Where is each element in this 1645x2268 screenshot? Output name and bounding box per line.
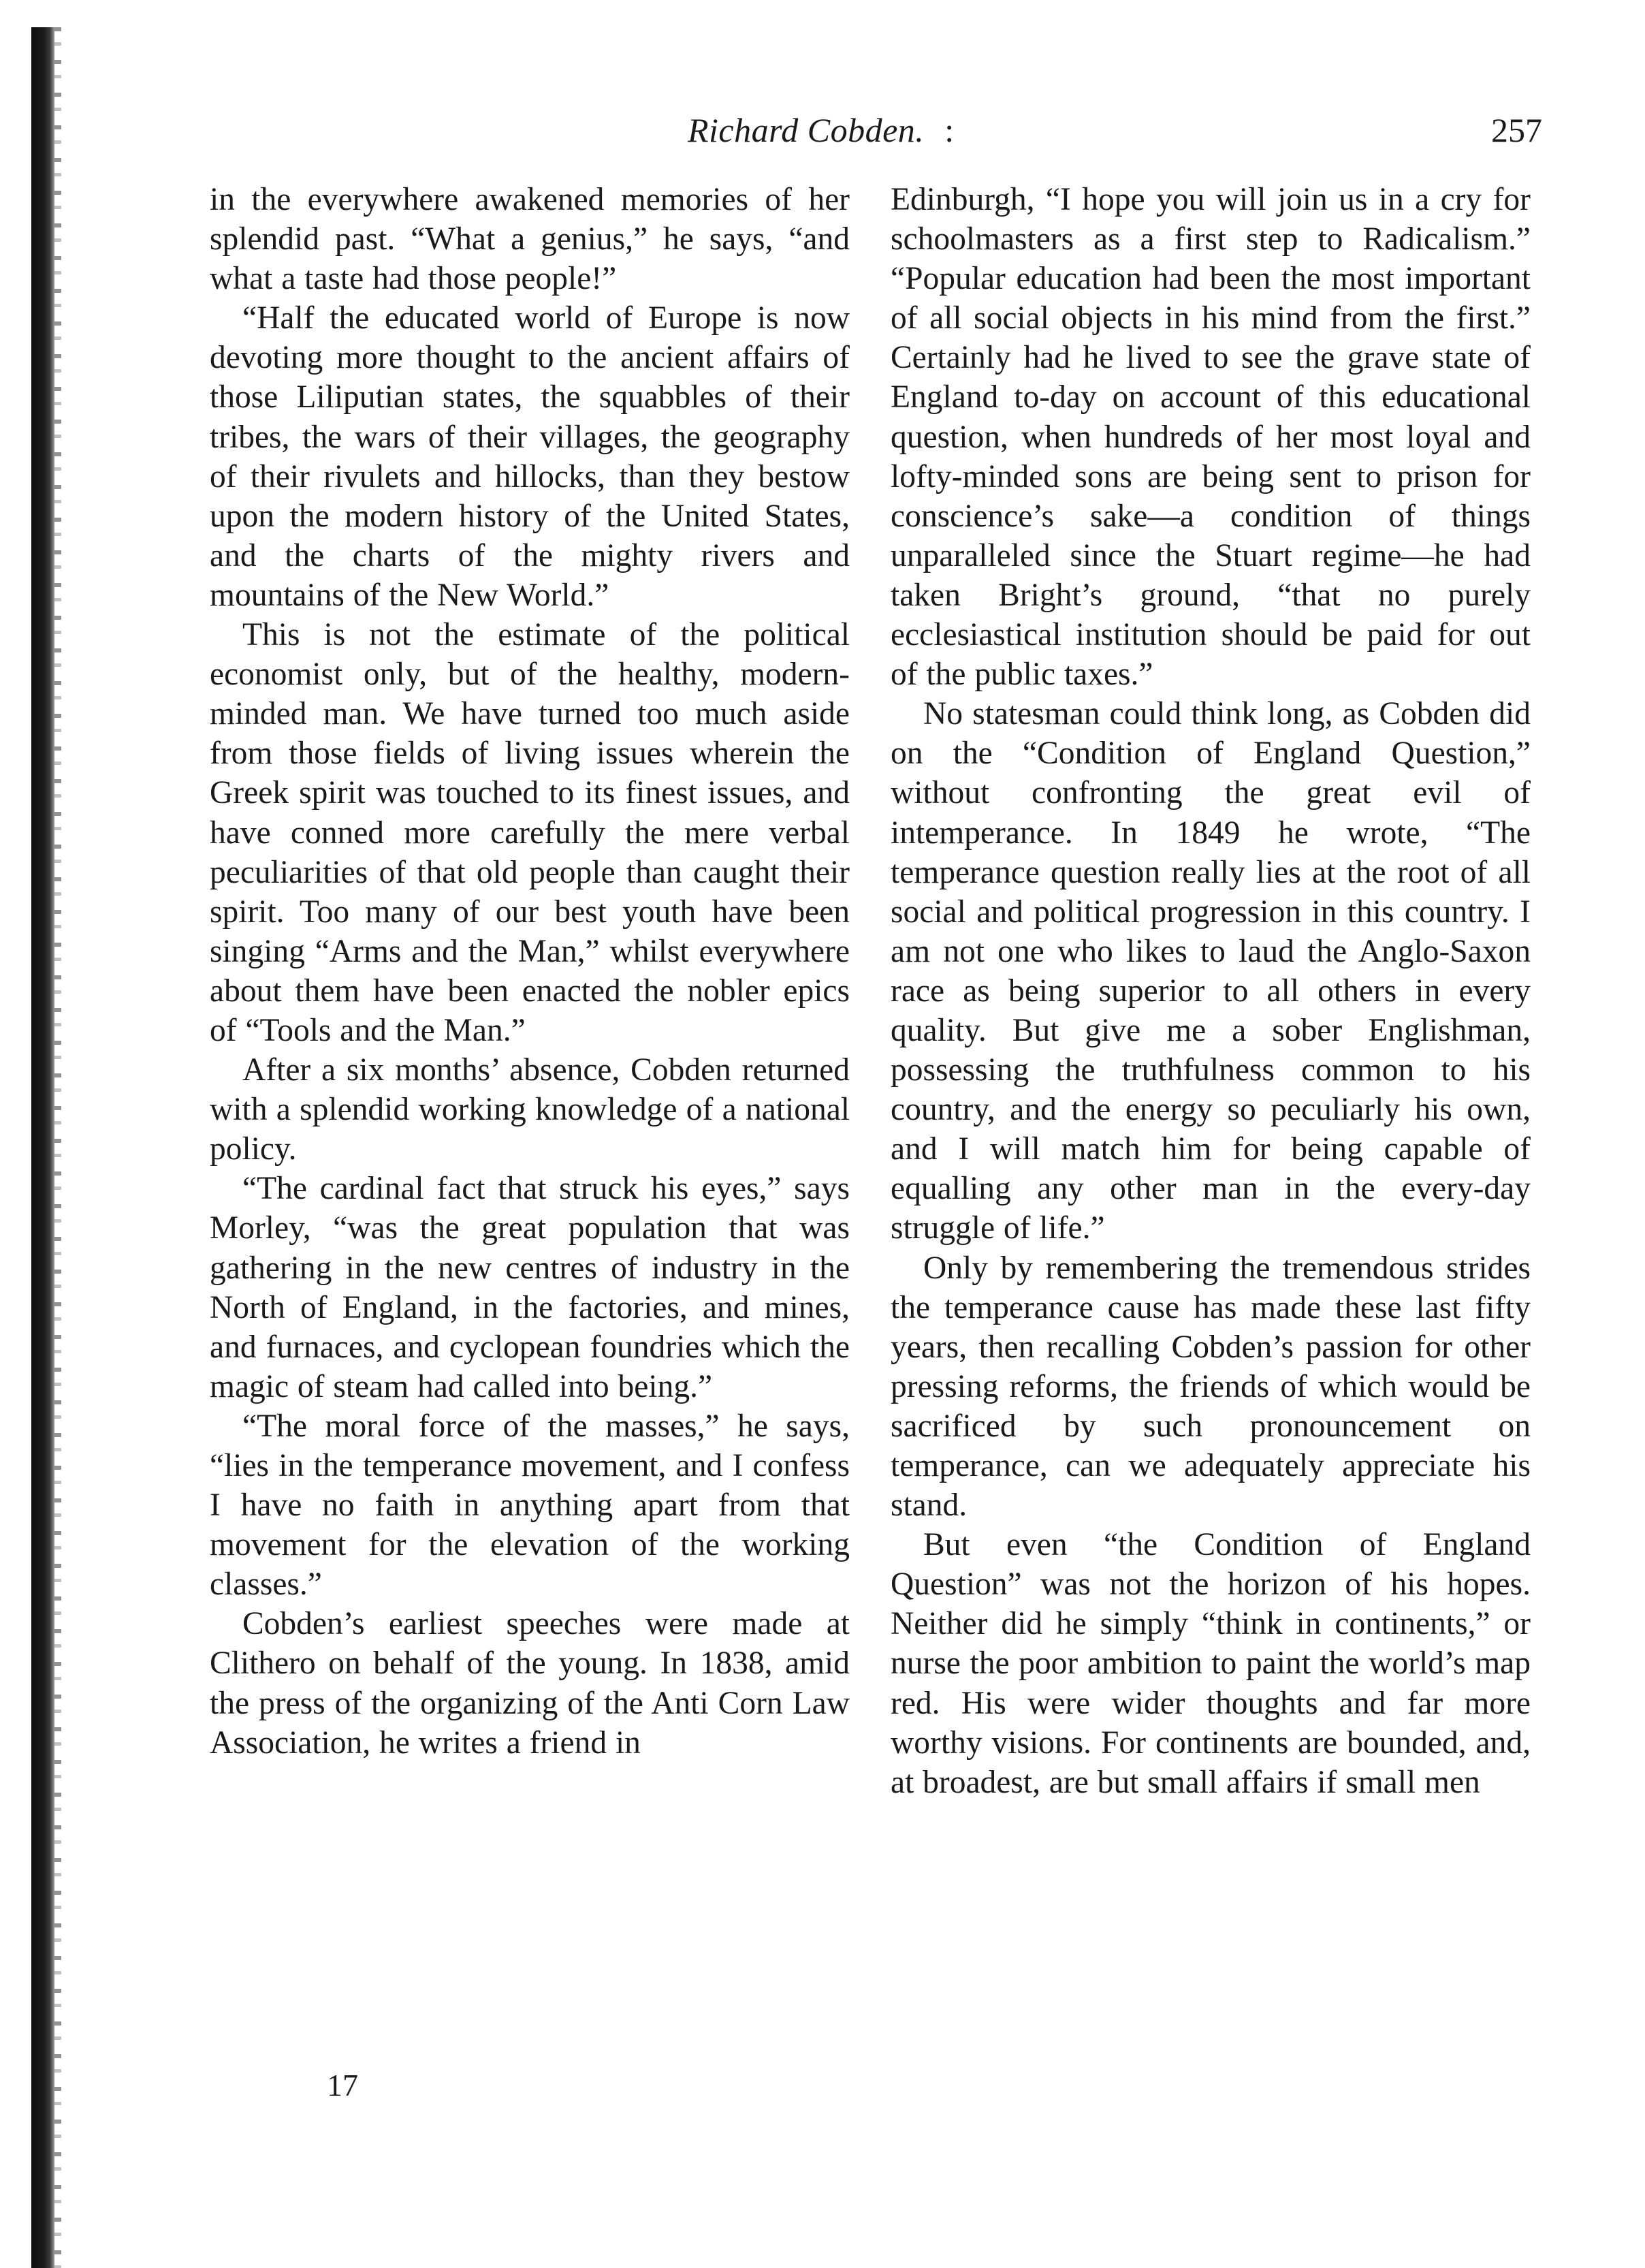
- paragraph: No statesman could think long, as Cobden did on the “Condition of England Question,” without confronting the great evil of intemperance. In 1849 he wrote, “The temperance question really lies at the root of all social and political progression in this country. I am not one who likes to laud the Anglo-Saxon race as being superior to all others in every quality. But give me a sober Englishman, possessing the truthfulness common to his country, and the energy so peculiarly his own, and I will match him for being capable of equalling any other man in the every-day struggle of life.”: [891, 696, 1531, 1246]
- page-number: 257: [1491, 111, 1542, 149]
- running-title-mark: :: [944, 111, 955, 149]
- paragraph: This is not the estimate of the political economist only, but of the healthy, modern-minded man. We have turned too much aside from those fields of living issues wherein the Greek spirit was touched to its finest issues, and have conned more carefully the mere verbal peculiarities of that old people than caught their spirit. Too many of our best youth have been singing “Arms and the Man,” whilst everywhere about them have been enacted the nobler epics of “Tools and the Man.”: [210, 617, 850, 1048]
- left-column: [210, 180, 850, 1763]
- paragraph: “The cardinal fact that struck his eyes,” says Morley, “was the great population that was gathering in the new centres of industry in the North of England, in the factories, and mines, and furnaces, and cyclopean foundries which the magic of steam had called into being.”: [210, 1171, 850, 1404]
- paragraph: Edinburgh, “I hope you will join us in a cry for schoolmasters as a first step to Radicalism.” “Popular education had been the most important of all social objects in his mind from the first.” Certainly had he lived to see the grave state of England to-day on account of this educational question, when hundreds of her most loyal and lofty-minded sons are being sent to prison for conscience’s sake—a condition of things unparalleled since the Stuart regime—he had taken Bright’s ground, “that no purely ecclesiastical institution should be paid for out of the public taxes.”: [891, 182, 1531, 693]
- running-title: Richard Cobden. :: [688, 111, 955, 149]
- paragraph: in the everywhere awakened memories of her splendid past. “What a genius,” he says, “and what a taste had those people!”: [210, 182, 850, 297]
- paragraph: After a six months’ absence, Cobden returned with a splendid working knowledge of a national policy.: [210, 1052, 850, 1167]
- right-column: [891, 180, 1531, 1802]
- signature-mark: 17: [327, 2068, 358, 2102]
- running-header: [0, 110, 1645, 154]
- paragraph: Cobden’s earliest speeches were made at Clithero on behalf of the young. In 1838, amid the press of the organizing of the Anti Corn Law Association, he writes a friend in: [210, 1606, 850, 1761]
- book-spine-edge: [31, 27, 54, 2268]
- paragraph: “Half the educated world of Europe is now devoting more thought to the ancient affairs of those Liliputian states, the squabbles of their tribes, the wars of their villages, the geography of their rivulets and hillocks, than they bestow upon the modern history of the United States, and the charts of the mighty rivers and mountains of the New World.”: [210, 300, 850, 613]
- paragraph: “The moral force of the masses,” he says, “lies in the temperance movement, and I confess I have no faith in anything apart from that movement for the elevation of the working classes.”: [210, 1408, 850, 1603]
- paragraph: Only by remembering the tremendous strides the temperance cause has made these last fifty years, then recalling Cobden’s passion for other pressing reforms, the friends of which would be sacrificed by such pronouncement on temperance, can we adequately appreciate his stand.: [891, 1250, 1531, 1524]
- paragraph: But even “the Condition of England Question” was not the horizon of his hopes. Neither did he simply “think in continents,” or nurse the poor ambition to paint the world’s map red. His were wider thoughts and far more worthy visions. For continents are bounded, and, at broadest, are but small affairs if small men: [891, 1527, 1531, 1800]
